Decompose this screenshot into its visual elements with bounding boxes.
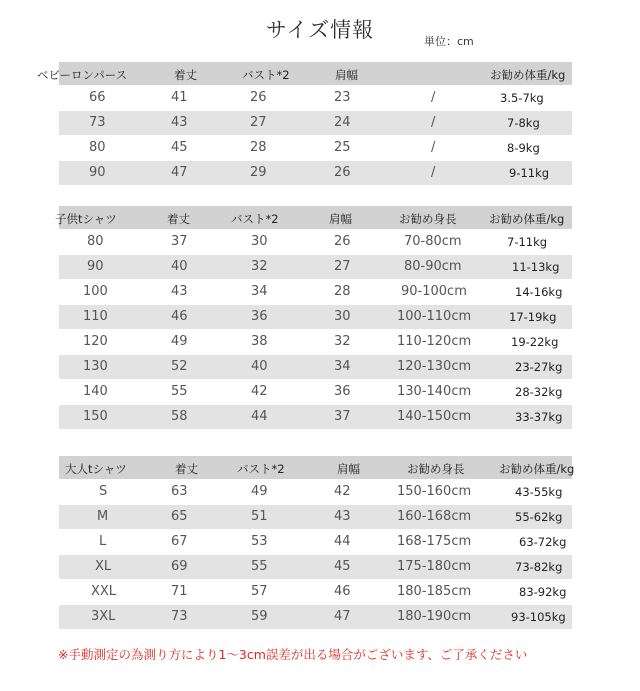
table-cell: 150 xyxy=(83,409,108,424)
table-cell: 100 xyxy=(83,284,108,299)
table-cell: 47 xyxy=(171,165,188,180)
table-cell: 23 xyxy=(334,90,351,105)
table-cell: 80 xyxy=(87,234,104,249)
table-cell: 58 xyxy=(171,409,188,424)
table-cell: 130-140cm xyxy=(397,384,472,399)
header-cell: 着丈 xyxy=(167,212,190,226)
page-title: サイズ情報 xyxy=(265,18,375,42)
table-cell: 7-11kg xyxy=(507,235,548,249)
table-cell: 67 xyxy=(171,534,188,549)
table-cell: 36 xyxy=(251,309,268,324)
table-row xyxy=(59,255,572,279)
header-cell: お勧め体重/kg xyxy=(490,68,566,82)
table-row xyxy=(59,230,572,254)
unit-label: 単位：cm xyxy=(424,35,474,48)
table-cell: 33-37kg xyxy=(515,410,563,424)
table-cell: 40 xyxy=(251,359,268,374)
table-cell: 90 xyxy=(87,259,104,274)
table-cell: 37 xyxy=(334,409,351,424)
table-cell: 110-120cm xyxy=(397,334,472,349)
table-cell: 30 xyxy=(251,234,268,249)
table-cell: 24 xyxy=(334,115,351,130)
measurement-note: ※手動測定の為測り方により1～3cm誤差が出る場合がございます、ご了承ください xyxy=(58,647,528,662)
table-cell: 34 xyxy=(334,359,351,374)
table-cell: 44 xyxy=(251,409,268,424)
table-cell: 59 xyxy=(251,609,268,624)
table-cell: 43 xyxy=(171,115,188,130)
table-cell: 9-11kg xyxy=(509,166,550,180)
header-cell: 肩幅 xyxy=(335,68,358,82)
table-row xyxy=(59,111,572,135)
table-cell: 73-82kg xyxy=(515,560,563,574)
table-cell: 93-105kg xyxy=(511,610,566,624)
table-cell: 69 xyxy=(171,559,188,574)
table-cell: / xyxy=(431,90,436,105)
table-cell: 180-185cm xyxy=(397,584,472,599)
table-cell: 38 xyxy=(251,334,268,349)
table-cell: 73 xyxy=(171,609,188,624)
table-cell: 14-16kg xyxy=(515,285,563,299)
table-cell: L xyxy=(99,534,107,549)
table-cell: 34 xyxy=(251,284,268,299)
table-cell: 100-110cm xyxy=(397,309,472,324)
header-cell: 肩幅 xyxy=(337,462,360,476)
table-header xyxy=(59,456,575,479)
header-cell: お勧め体重/kg xyxy=(499,462,575,476)
table-cell: XL xyxy=(95,559,112,574)
table-cell: 63 xyxy=(171,484,188,499)
table-cell: 55 xyxy=(171,384,188,399)
table-cell: 23-27kg xyxy=(515,360,563,374)
table-cell: 80 xyxy=(89,140,106,155)
table-cell: 8-9kg xyxy=(507,141,540,155)
header-cell: 着丈 xyxy=(174,68,197,82)
table-cell: 26 xyxy=(250,90,267,105)
table-cell: 26 xyxy=(334,165,351,180)
table-cell: 28 xyxy=(250,140,267,155)
table-cell: 70-80cm xyxy=(404,234,462,249)
table-cell: 53 xyxy=(251,534,268,549)
table-cell: 140-150cm xyxy=(397,409,472,424)
table-cell: 43-55kg xyxy=(515,485,563,499)
header-cell: 大人tシャツ xyxy=(65,462,127,476)
table-cell: M xyxy=(97,509,109,524)
table-cell: 52 xyxy=(171,359,188,374)
header-cell: ベビーロンパース xyxy=(37,68,128,82)
table-cell: 90 xyxy=(89,165,106,180)
table-row xyxy=(59,330,572,354)
table-cell: 27 xyxy=(334,259,351,274)
table-cell: 55-62kg xyxy=(515,510,563,524)
table-cell: 7-8kg xyxy=(507,116,540,130)
table-cell: 49 xyxy=(171,334,188,349)
table-cell: 26 xyxy=(334,234,351,249)
table-cell: 175-180cm xyxy=(397,559,472,574)
table-cell: 3XL xyxy=(91,609,116,624)
table-cell: 42 xyxy=(334,484,351,499)
table-row xyxy=(59,555,572,579)
table-cell: 27 xyxy=(250,115,267,130)
table-cell: S xyxy=(99,484,108,499)
table-header xyxy=(55,206,572,229)
table-cell: 41 xyxy=(171,90,188,105)
header-cell: 着丈 xyxy=(175,462,198,476)
table-cell: 3.5-7kg xyxy=(500,91,544,105)
table-cell: 83-92kg xyxy=(519,585,567,599)
header-cell: お勧め身長 xyxy=(407,462,465,476)
table-cell: 51 xyxy=(251,509,268,524)
table-cell: 36 xyxy=(334,384,351,399)
table-cell: 32 xyxy=(251,259,268,274)
header-cell: バスト*2 xyxy=(231,212,279,226)
table-row xyxy=(59,405,572,429)
table-cell: 168-175cm xyxy=(397,534,472,549)
table-cell: 65 xyxy=(171,509,188,524)
table-cell: 150-160cm xyxy=(397,484,472,499)
table-row xyxy=(59,305,572,329)
size-table-adult xyxy=(59,456,575,629)
table-cell: 42 xyxy=(251,384,268,399)
table-cell: 30 xyxy=(334,309,351,324)
table-row xyxy=(59,380,572,404)
table-row xyxy=(59,86,572,110)
table-row xyxy=(59,480,572,504)
table-cell: 71 xyxy=(171,584,188,599)
table-cell: 120-130cm xyxy=(397,359,472,374)
table-row xyxy=(59,580,572,604)
size-table-kids xyxy=(55,206,572,429)
header-cell: お勧め体重/kg xyxy=(489,212,565,226)
table-cell: 43 xyxy=(334,509,351,524)
table-header xyxy=(37,62,572,85)
table-cell: 63-72kg xyxy=(519,535,567,549)
table-cell: 90-100cm xyxy=(401,284,467,299)
header-cell: バスト*2 xyxy=(237,462,285,476)
table-cell: 180-190cm xyxy=(397,609,472,624)
header-cell: 子供tシャツ xyxy=(55,212,117,226)
table-cell: 43 xyxy=(171,284,188,299)
table-cell: 11-13kg xyxy=(512,260,560,274)
header-cell: お勧め身長 xyxy=(399,212,457,226)
table-cell: 17-19kg xyxy=(509,310,557,324)
table-row xyxy=(59,161,572,185)
size-table-baby xyxy=(37,62,572,185)
table-cell: 29 xyxy=(250,165,267,180)
table-cell: 130 xyxy=(83,359,108,374)
table-cell: 140 xyxy=(83,384,108,399)
table-cell: 32 xyxy=(334,334,351,349)
header-cell: バスト*2 xyxy=(242,68,290,82)
table-cell: / xyxy=(431,165,436,180)
table-row xyxy=(59,136,572,160)
table-cell: 37 xyxy=(171,234,188,249)
table-cell: 28 xyxy=(334,284,351,299)
table-cell: 57 xyxy=(251,584,268,599)
table-cell: 46 xyxy=(334,584,351,599)
table-cell: 44 xyxy=(334,534,351,549)
table-cell: 40 xyxy=(171,259,188,274)
header-cell: 肩幅 xyxy=(329,212,352,226)
table-row xyxy=(59,530,572,554)
table-cell: 110 xyxy=(83,309,108,324)
table-cell: 45 xyxy=(334,559,351,574)
table-cell: 120 xyxy=(83,334,108,349)
table-cell: / xyxy=(431,115,436,130)
table-cell: 47 xyxy=(334,609,351,624)
table-cell: / xyxy=(431,140,436,155)
table-cell: 25 xyxy=(334,140,351,155)
table-cell: 66 xyxy=(89,90,106,105)
table-cell: 28-32kg xyxy=(515,385,563,399)
table-row xyxy=(59,355,572,379)
table-row xyxy=(59,605,572,629)
table-cell: XXL xyxy=(91,584,117,599)
table-cell: 45 xyxy=(171,140,188,155)
table-cell: 73 xyxy=(89,115,106,130)
table-cell: 19-22kg xyxy=(511,335,559,349)
table-cell: 46 xyxy=(171,309,188,324)
table-row xyxy=(59,505,572,529)
table-cell: 49 xyxy=(251,484,268,499)
table-cell: 80-90cm xyxy=(404,259,462,274)
table-cell: 160-168cm xyxy=(397,509,472,524)
table-cell: 55 xyxy=(251,559,268,574)
table-row xyxy=(59,280,572,304)
